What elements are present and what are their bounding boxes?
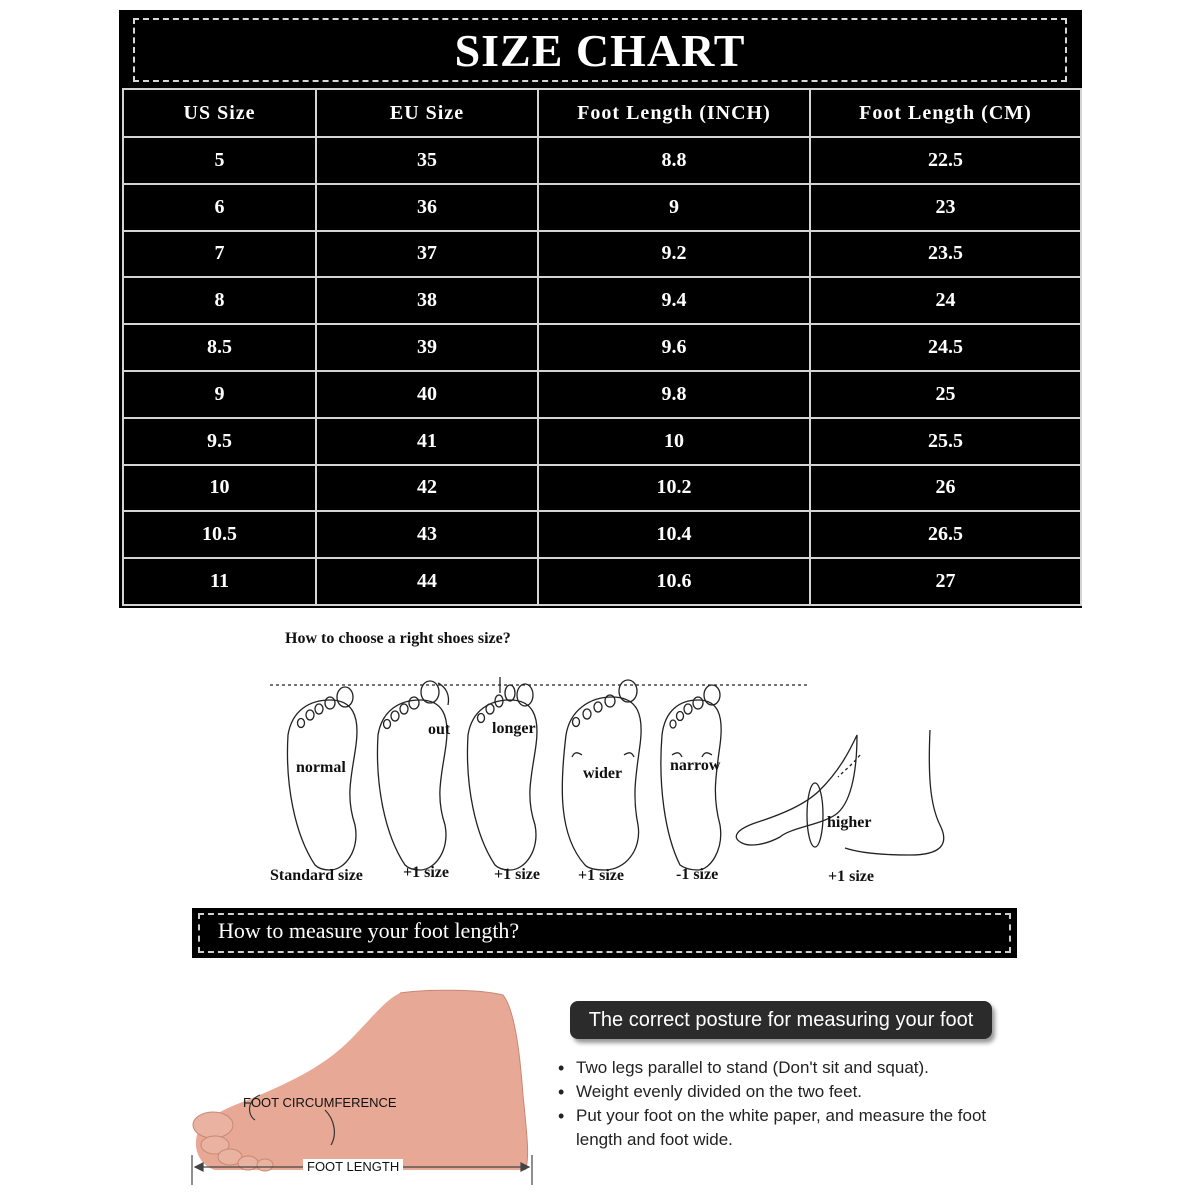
chart-title: SIZE CHART [454,25,746,76]
foot-length-label: FOOT LENGTH [303,1159,403,1174]
cell-eu-size: 37 [316,231,538,278]
fourth-toe [238,1156,258,1170]
cell-length-inch: 10.6 [538,558,810,605]
list-item: • Two legs parallel to stand (Don't sit and squat). [556,1056,1026,1080]
choose-size-heading: How to choose a right shoes size? [285,630,511,647]
cell-length-inch: 9.4 [538,277,810,324]
table-row [123,277,1081,324]
table-row [123,371,1081,418]
table-row [123,231,1081,278]
cell-length-cm: 22.5 [810,137,1081,184]
cell-length-inch: 8.8 [538,137,810,184]
foot-narrow-outline [661,685,721,870]
foot-higher-outline [736,730,943,855]
table-row [123,511,1081,558]
cell-length-cm: 25 [810,371,1081,418]
cell-eu-size: 39 [316,324,538,371]
foot-size-longer: +1 size [494,866,540,883]
cell-length-cm: 26.5 [810,511,1081,558]
foot-size-standard: Standard size [270,867,363,884]
big-toe [193,1112,233,1138]
cell-length-cm: 24.5 [810,324,1081,371]
cell-eu-size: 38 [316,277,538,324]
foot-label-longer: longer [492,720,536,737]
measure-banner [192,908,1017,958]
foot-normal-outline [287,687,357,870]
table-row [123,184,1081,231]
foot-label-higher: higher [827,814,872,831]
cell-us-size: 9 [123,371,316,418]
foot-skin [196,990,528,1170]
header-us-size: US Size [123,89,316,137]
table-row [123,465,1081,512]
cell-us-size: 11 [123,558,316,605]
table-row [123,137,1081,184]
cell-length-inch: 9.2 [538,231,810,278]
foot-circumference-label: FOOT CIRCUMFERENCE [243,1095,397,1110]
table-row [123,558,1081,605]
posture-heading-badge [570,1001,992,1039]
cell-eu-size: 35 [316,137,538,184]
cell-length-inch: 10.2 [538,465,810,512]
cell-us-size: 8.5 [123,324,316,371]
cell-eu-size: 40 [316,371,538,418]
cell-eu-size: 36 [316,184,538,231]
cell-eu-size: 41 [316,418,538,465]
cell-us-size: 5 [123,137,316,184]
foot-label-wider: wider [583,765,623,782]
cell-us-size: 6 [123,184,316,231]
cell-us-size: 10 [123,465,316,512]
fifth-toe [257,1159,273,1171]
header-foot-length-cm: Foot Length (CM) [810,89,1081,137]
chart-title-frame [133,18,1067,82]
list-item: • Weight evenly divided on the two feet. [556,1080,1026,1104]
posture-heading: The correct posture for measuring your foot [588,1009,974,1031]
cell-length-cm: 25.5 [810,418,1081,465]
foot-label-normal: normal [296,759,346,776]
foot-longer-outline [467,677,537,870]
foot-size-narrow: -1 size [676,866,719,883]
cell-us-size: 10.5 [123,511,316,558]
cell-eu-size: 44 [316,558,538,605]
size-chart [119,10,1082,608]
foot-size-wider: +1 size [578,867,624,884]
table-row [123,418,1081,465]
cell-length-inch: 10.4 [538,511,810,558]
header-eu-size: EU Size [316,89,538,137]
cell-length-inch: 9.6 [538,324,810,371]
cell-length-inch: 9.8 [538,371,810,418]
foot-label-out: out [428,721,451,738]
posture-tips-list [556,1056,1026,1152]
foot-label-narrow: narrow [670,757,721,774]
cell-length-cm: 26 [810,465,1081,512]
size-table [122,88,1082,606]
cell-length-inch: 10 [538,418,810,465]
list-item: • Put your foot on the white paper, and measure the foot length and foot wide. [556,1104,1026,1152]
cell-length-cm: 24 [810,277,1081,324]
foot-out-outline [377,681,451,870]
cell-length-cm: 23 [810,184,1081,231]
table-header-row [123,89,1081,137]
cell-eu-size: 43 [316,511,538,558]
table-row [123,324,1081,371]
cell-length-inch: 9 [538,184,810,231]
cell-length-cm: 23.5 [810,231,1081,278]
cell-us-size: 7 [123,231,316,278]
cell-eu-size: 42 [316,465,538,512]
cell-us-size: 9.5 [123,418,316,465]
cell-length-cm: 27 [810,558,1081,605]
foot-size-out: +1 size [403,864,449,881]
measure-heading: How to measure your foot length? [218,918,520,943]
cell-us-size: 8 [123,277,316,324]
header-foot-length-inch: Foot Length (INCH) [538,89,810,137]
foot-size-higher: +1 size [828,868,874,885]
